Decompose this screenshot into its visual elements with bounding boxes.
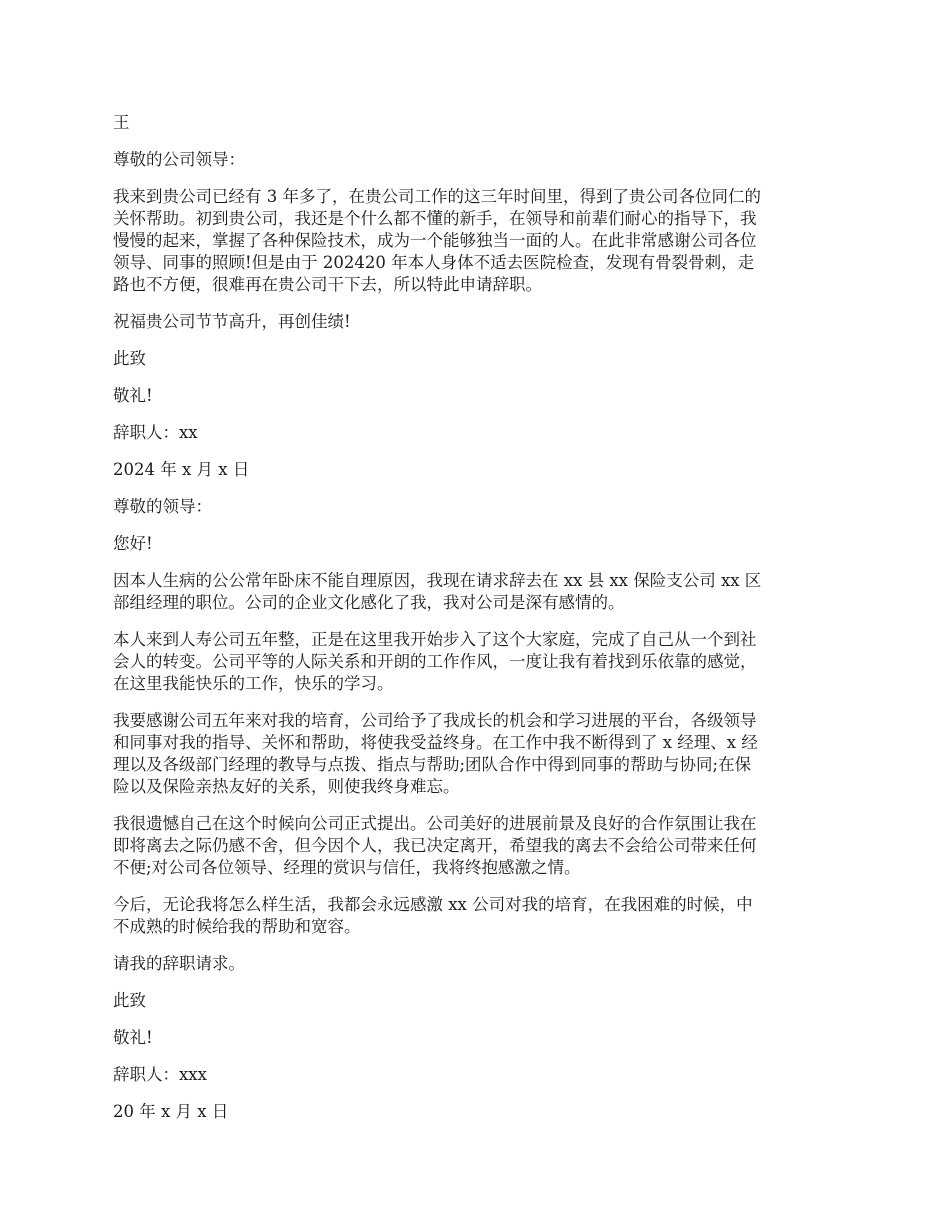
header-text: 王 [113, 113, 130, 132]
wish-text: 祝福贵公司节节高升，再创佳绩! [113, 312, 351, 331]
date-2: 20 年 x 月 x 日 [113, 1102, 229, 1121]
signature-2: 辞职人：xxx [113, 1065, 207, 1084]
salutation-2: 尊敬的领导： [113, 497, 212, 516]
closing-1b: 敬礼! [113, 386, 153, 405]
body-paragraph-2-4: 我很遗憾自己在这个时候向公司正式提出。公司美好的进展前景及良好的合作氛围让我在 即将离去之际仍感不舍，但今因个人，我已决定离开，希望我的离去不会给公司带来任何 不便;对公司各位领导、经理的赏识与信任，我将终抱感激之情。 [113, 814, 757, 877]
body-paragraph-2-6: 请我的辞职请求。 [113, 954, 245, 973]
salutation-1: 尊敬的公司领导： [113, 150, 245, 169]
greeting-2: 您好! [113, 534, 153, 553]
body-paragraph-1: 我来到贵公司已经有 3 年多了，在贵公司工作的这三年时间里，得到了贵公司各位同仁的 关怀帮助。初到贵公司，我还是个什么都不懂的新手，在领导和前辈们耐心的指导下，我 慢慢的起来，掌握了各种保险技术，成为一个能够独当一面的人。在此非常感谢公司各位 领导、同事的照顾!但是由于 202420 年本人身体不适去医院检查，发现有骨裂骨刺，走 路也不方便，很难再在贵公司干下去，所以特此申请辞职。 [113, 187, 761, 294]
body-paragraph-2-1: 因本人生病的公公常年卧床不能自理原因，我现在请求辞去在 xx 县 xx 保险支公司 xx 区 部组经理的职位。公司的企业文化感化了我，我对公司是深有感情的。 [113, 571, 762, 612]
body-paragraph-2-2: 本人来到人寿公司五年整，正是在这里我开始步入了这个大家庭，完成了自己从一个到社 会人的转变。公司平等的人际关系和开朗的工作作风，一度让我有着找到乐依靠的感觉， 在这里我能快乐的工作，快乐的学习。 [113, 630, 757, 693]
document-page [113, 112, 835, 1138]
closing-2a: 此致 [113, 991, 146, 1010]
closing-1a: 此致 [113, 349, 146, 368]
closing-2b: 敬礼! [113, 1028, 153, 1047]
body-paragraph-2-3: 我要感谢公司五年来对我的培育，公司给予了我成长的机会和学习进展的平台，各级领导 和同事对我的指导、关怀和帮助，将使我受益终身。在工作中我不断得到了 x 经理、x 经 理以及各级部门经理的教导与点拨、指点与帮助;团队合作中得到同事的帮助与协同;在保 险以及保险亲热友好的关系，则使我终身难忘。 [113, 711, 758, 796]
signature-1: 辞职人：xx [113, 423, 198, 442]
body-paragraph-2-5: 今后，无论我将怎么样生活，我都会永远感激 xx 公司对我的培育，在我困难的时候，中 不成熟的时候给我的帮助和宽容。 [113, 895, 753, 936]
date-1: 2024 年 x 月 x 日 [113, 460, 250, 479]
